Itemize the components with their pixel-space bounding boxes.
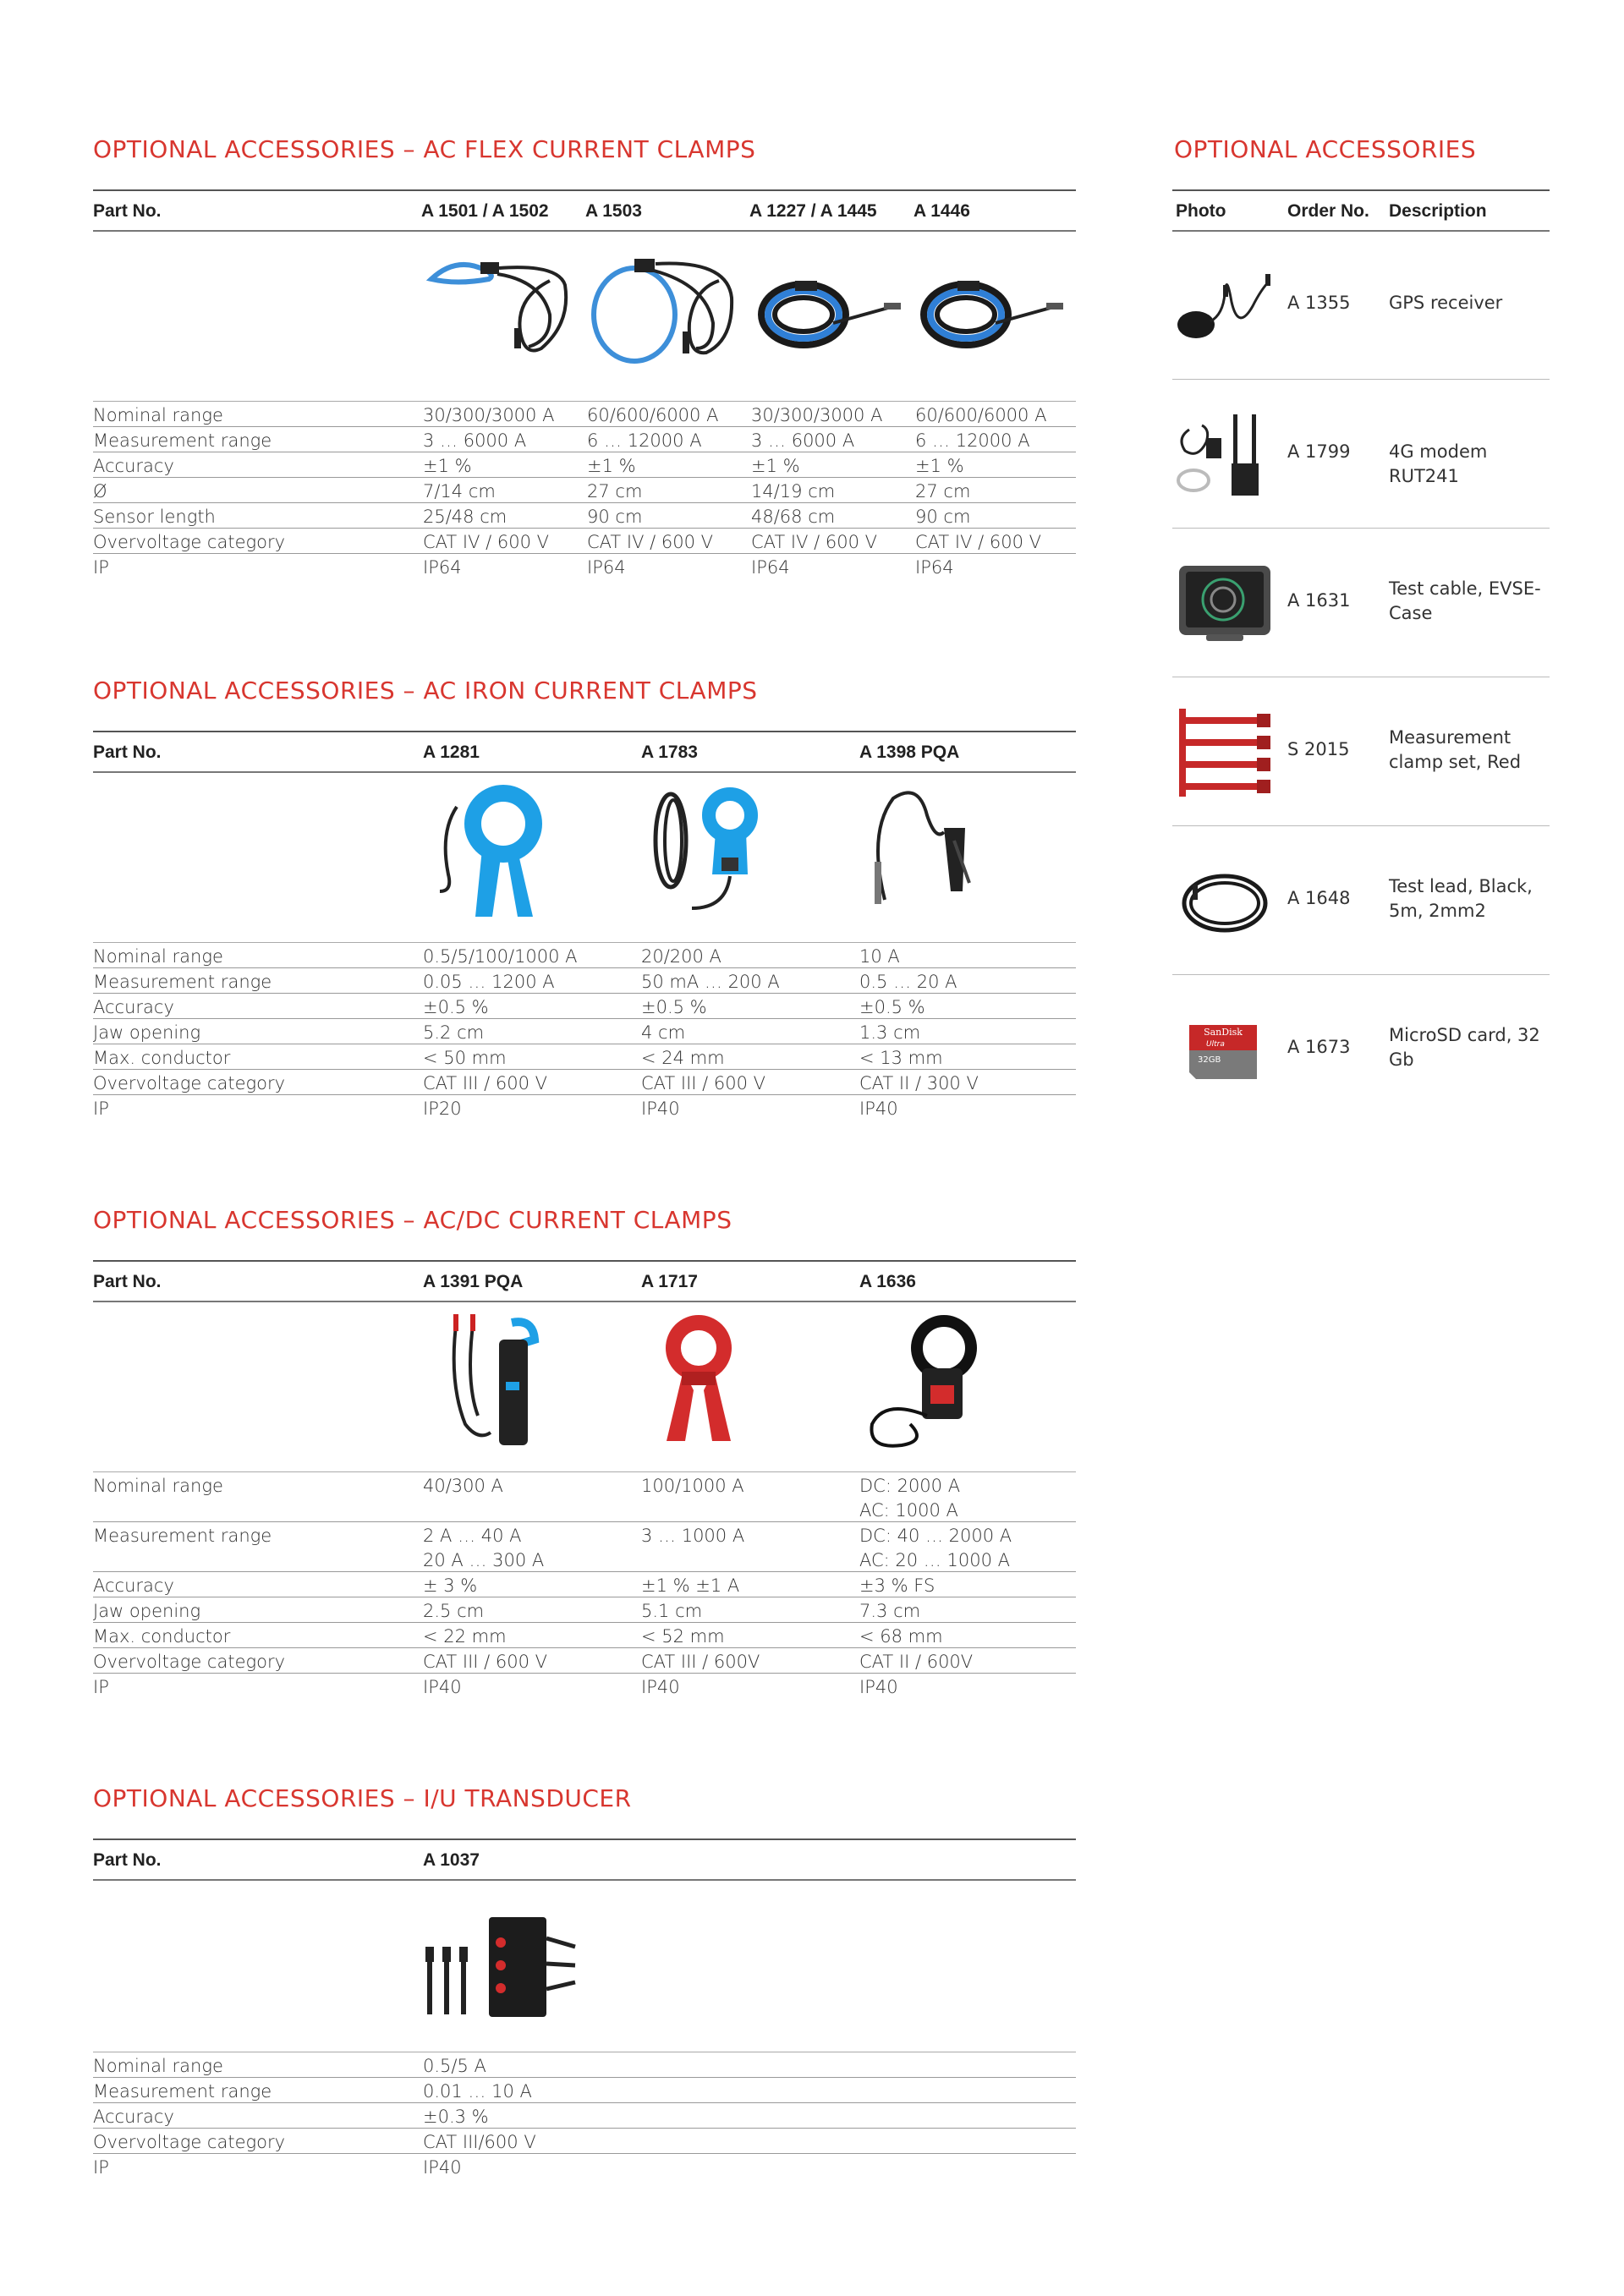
spec-value: 30/300/3000 A	[423, 405, 555, 425]
spec-value: 50 mA … 200 A	[641, 972, 780, 992]
spec-row	[93, 503, 1076, 529]
spec-label: Nominal range	[93, 946, 223, 967]
spec-row	[93, 1095, 1076, 1120]
spec-row	[93, 427, 1076, 452]
spec-value: ±0.3 %	[423, 2107, 489, 2127]
table-header	[93, 1838, 1076, 1881]
flex-table	[93, 189, 1076, 578]
description-header: Description	[1389, 201, 1487, 221]
table-header	[93, 731, 1076, 773]
spec-value: 0.5 … 20 A	[859, 972, 957, 992]
spec-row	[93, 2078, 1076, 2103]
spec-label: Max. conductor	[93, 1626, 231, 1647]
spec-value: ±3 % FS	[859, 1575, 935, 1596]
spec-value: IP40	[859, 1099, 898, 1119]
spec-label: Nominal range	[93, 2056, 223, 2076]
flex-clamp-coiled-large-image	[915, 247, 1067, 365]
spec-value: 10 A	[859, 946, 900, 967]
item-description: Measurement clamp set, Red	[1389, 727, 1522, 772]
part-number: A 1501 / A 1502	[421, 201, 549, 221]
spec-label: Measurement range	[93, 972, 272, 992]
spec-value: IP64	[587, 557, 626, 578]
spec-value: CAT II / 600V	[859, 1652, 974, 1672]
spec-value: 90 cm	[587, 507, 643, 527]
spec-value: < 24 mm	[641, 1048, 725, 1068]
spec-row	[93, 1572, 1076, 1597]
spec-value: 60/600/6000 A	[587, 405, 719, 425]
spec-row	[93, 1522, 1076, 1572]
spec-value: ±1 %	[915, 456, 964, 476]
spec-value: CAT III / 600 V	[423, 1652, 548, 1672]
spec-value: DC: 40 … 2000 A	[859, 1526, 1012, 1546]
spec-value: 2 A … 40 A	[423, 1526, 522, 1546]
spec-value: 0.01 … 10 A	[423, 2081, 532, 2101]
item-description: MicroSD card, 32 Gb	[1389, 1025, 1540, 1070]
order-header: Order No.	[1287, 201, 1369, 221]
spec-value: 6 … 12000 A	[587, 430, 702, 451]
spec-value: CAT IV / 600 V	[587, 532, 714, 552]
order-number: S 2015	[1287, 739, 1350, 759]
spec-row	[93, 968, 1076, 994]
spec-value: 40/300 A	[423, 1476, 503, 1496]
spec-value: AC: 20 … 1000 A	[859, 1550, 1010, 1570]
spec-value: < 22 mm	[423, 1626, 507, 1647]
case-icon	[1172, 553, 1276, 655]
acdc-clamp-a1636-image	[859, 1314, 995, 1458]
image-row	[93, 1302, 1076, 1472]
accessory-row	[1172, 825, 1550, 975]
spec-value: CAT IV / 600 V	[423, 532, 550, 552]
spec-row	[93, 452, 1076, 478]
part-no-label: Part No.	[93, 1850, 162, 1870]
spec-value: CAT III / 600 V	[423, 1073, 548, 1093]
spec-value: CAT III/600 V	[423, 2132, 536, 2152]
section-title-transducer: OPTIONAL ACCESSORIES – I/U TRANSDUCER	[93, 1784, 632, 1812]
spec-row	[93, 2154, 1076, 2178]
order-number: A 1799	[1287, 441, 1351, 462]
spec-label: Measurement range	[93, 1526, 272, 1546]
spec-value: < 13 mm	[859, 1048, 943, 1068]
accessories-header	[1172, 189, 1550, 232]
section-title-acdc: OPTIONAL ACCESSORIES – AC/DC CURRENT CLAMPS	[93, 1206, 732, 1234]
part-no-label: Part No.	[93, 201, 162, 221]
accessory-row	[1172, 677, 1550, 826]
modem-icon	[1172, 404, 1276, 506]
spec-value: 90 cm	[915, 507, 971, 527]
spec-value: < 50 mm	[423, 1048, 507, 1068]
spec-value: 0.5/5 A	[423, 2056, 486, 2076]
spec-value: IP40	[423, 1677, 462, 1697]
spec-value: CAT IV / 600 V	[915, 532, 1042, 552]
section-title-accessories: OPTIONAL ACCESSORIES	[1174, 135, 1477, 163]
spec-row	[93, 529, 1076, 554]
spec-value: 25/48 cm	[423, 507, 508, 527]
part-no-label: Part No.	[93, 743, 162, 762]
spec-label: Jaw opening	[93, 1601, 201, 1621]
part-number: A 1037	[423, 1850, 480, 1870]
image-row	[93, 1881, 1076, 2052]
part-number: A 1281	[423, 743, 480, 762]
spec-value: < 52 mm	[641, 1626, 725, 1647]
spec-value: 27 cm	[915, 481, 971, 501]
spec-value: 0.5/5/100/1000 A	[423, 946, 578, 967]
sd-brand-text: SanDisk	[1204, 1027, 1243, 1038]
iron-table	[93, 731, 1076, 1120]
part-number: A 1227 / A 1445	[749, 201, 877, 221]
spec-value: CAT III / 600V	[641, 1652, 760, 1672]
part-number: A 1636	[859, 1272, 916, 1291]
item-description: 4G modem RUT241	[1389, 441, 1488, 486]
spec-value: 48/68 cm	[751, 507, 836, 527]
flex-clamp-small-image	[423, 247, 575, 365]
clamp-set-icon	[1172, 702, 1276, 803]
spec-label: Measurement range	[93, 2081, 272, 2101]
spec-value: 7/14 cm	[423, 481, 496, 501]
accessory-row	[1172, 379, 1550, 529]
spec-value: IP40	[641, 1677, 680, 1697]
spec-value: IP64	[915, 557, 954, 578]
photo-header: Photo	[1176, 201, 1226, 221]
image-row	[93, 773, 1076, 943]
spec-value: ±1 %	[751, 456, 800, 476]
spec-row	[93, 1044, 1076, 1070]
spec-label: Accuracy	[93, 1575, 174, 1596]
spec-value: 3 … 1000 A	[641, 1526, 745, 1546]
spec-value: IP64	[423, 557, 462, 578]
spec-row	[93, 478, 1076, 503]
spec-row	[93, 1019, 1076, 1044]
order-number: A 1631	[1287, 590, 1351, 611]
part-number: A 1398 PQA	[859, 743, 960, 762]
spec-value: ±1 %	[587, 456, 636, 476]
item-description: Test cable, EVSE-Case	[1389, 578, 1541, 623]
spec-value: 2.5 cm	[423, 1601, 485, 1621]
spec-value: 20 A … 300 A	[423, 1550, 545, 1570]
spec-label: Overvoltage category	[93, 1652, 286, 1672]
spec-value: 1.3 cm	[859, 1022, 921, 1043]
part-number: A 1717	[641, 1272, 698, 1291]
iron-clamp-a1783-image	[641, 781, 776, 925]
spec-value: CAT III / 600 V	[641, 1073, 766, 1093]
spec-label: IP	[93, 1099, 109, 1119]
spec-value: 20/200 A	[641, 946, 721, 967]
table-header	[93, 1260, 1076, 1302]
part-number: A 1503	[585, 201, 642, 221]
part-number: A 1783	[641, 743, 698, 762]
spec-label: Overvoltage category	[93, 1073, 286, 1093]
spec-value: 7.3 cm	[859, 1601, 921, 1621]
part-number: A 1391 PQA	[423, 1272, 524, 1291]
spec-label: Sensor length	[93, 507, 216, 527]
spec-value: ±0.5 %	[859, 997, 925, 1017]
spec-value: 3 … 6000 A	[423, 430, 527, 451]
sd-line-text: Ultra	[1206, 1040, 1225, 1049]
spec-value: 5.2 cm	[423, 1022, 485, 1043]
spec-label: Measurement range	[93, 430, 272, 451]
sd-capacity-text: 32GB	[1198, 1055, 1221, 1065]
spec-row	[93, 994, 1076, 1019]
spec-label: Jaw opening	[93, 1022, 201, 1043]
gps-receiver-icon	[1172, 255, 1276, 357]
accessory-row	[1172, 230, 1550, 380]
spec-label: Ø	[93, 481, 107, 501]
spec-value: CAT IV / 600 V	[751, 532, 878, 552]
spec-row	[93, 2129, 1076, 2154]
table-header	[93, 189, 1076, 232]
spec-label: Accuracy	[93, 456, 174, 476]
acdc-clamp-a1391-image	[440, 1314, 558, 1458]
order-number: A 1355	[1287, 293, 1351, 313]
spec-row	[93, 1674, 1076, 1698]
transducer-table	[93, 1838, 1076, 2178]
spec-value: 60/600/6000 A	[915, 405, 1047, 425]
test-lead-icon	[1172, 851, 1276, 952]
accessory-row	[1172, 974, 1550, 1123]
spec-row	[93, 1597, 1076, 1623]
spec-value: 14/19 cm	[751, 481, 836, 501]
spec-value: DC: 2000 A	[859, 1476, 961, 1496]
spec-value: 3 … 6000 A	[751, 430, 855, 451]
spec-row	[93, 943, 1076, 968]
order-number: A 1673	[1287, 1037, 1351, 1057]
spec-value: IP40	[641, 1099, 680, 1119]
acdc-table	[93, 1260, 1076, 1698]
spec-row	[93, 1623, 1076, 1648]
spec-value: CAT II / 300 V	[859, 1073, 979, 1093]
spec-label: Overvoltage category	[93, 532, 286, 552]
spec-label: Nominal range	[93, 405, 223, 425]
spec-value: IP40	[859, 1677, 898, 1697]
spec-value: ±1 % ±1 A	[641, 1575, 740, 1596]
spec-value: ±0.5 %	[641, 997, 707, 1017]
transducer-a1037-image	[423, 1913, 592, 2023]
item-description: GPS receiver	[1389, 293, 1503, 313]
spec-value: 27 cm	[587, 481, 643, 501]
spec-label: Accuracy	[93, 2107, 174, 2127]
iron-clamp-a1398-image	[859, 781, 995, 925]
spec-label: Accuracy	[93, 997, 174, 1017]
acdc-clamp-a1717-image	[641, 1314, 760, 1458]
part-no-label: Part No.	[93, 1272, 162, 1291]
spec-value: IP20	[423, 1099, 462, 1119]
spec-value: 4 cm	[641, 1022, 686, 1043]
spec-value: 5.1 cm	[641, 1601, 703, 1621]
order-number: A 1648	[1287, 888, 1351, 908]
spec-label: Overvoltage category	[93, 2132, 286, 2152]
spec-value: 6 … 12000 A	[915, 430, 1030, 451]
item-description: Test lead, Black, 5m, 2mm2	[1389, 876, 1533, 921]
microsd-icon	[1172, 1000, 1276, 1101]
spec-value: ± 3 %	[423, 1575, 478, 1596]
spec-value: 100/1000 A	[641, 1476, 744, 1496]
spec-value: 0.05 … 1200 A	[423, 972, 555, 992]
spec-label: IP	[93, 1677, 109, 1697]
image-row	[93, 232, 1076, 402]
spec-value: 30/300/3000 A	[751, 405, 883, 425]
accessory-row	[1172, 528, 1550, 677]
spec-value: ±1 %	[423, 456, 472, 476]
spec-label: Max. conductor	[93, 1048, 231, 1068]
spec-row	[93, 554, 1076, 578]
spec-row	[93, 2052, 1076, 2078]
spec-row	[93, 1070, 1076, 1095]
flex-clamp-coiled-image	[753, 247, 905, 365]
spec-value: IP64	[751, 557, 790, 578]
flex-clamp-large-image	[588, 247, 740, 365]
spec-value: IP40	[423, 2157, 462, 2178]
spec-row	[93, 2103, 1076, 2129]
spec-value: < 68 mm	[859, 1626, 943, 1647]
section-title-iron: OPTIONAL ACCESSORIES – AC IRON CURRENT CLAMPS	[93, 677, 758, 704]
spec-label: Nominal range	[93, 1476, 223, 1496]
spec-label: IP	[93, 557, 109, 578]
part-number: A 1446	[914, 201, 970, 221]
spec-value: AC: 1000 A	[859, 1500, 958, 1521]
spec-row	[93, 1648, 1076, 1674]
spec-value: ±0.5 %	[423, 997, 489, 1017]
spec-label: IP	[93, 2157, 109, 2178]
spec-row	[93, 1472, 1076, 1522]
section-title-flex: OPTIONAL ACCESSORIES – AC FLEX CURRENT CLAMPS	[93, 135, 756, 163]
spec-row	[93, 402, 1076, 427]
iron-clamp-a1281-image	[423, 781, 558, 925]
